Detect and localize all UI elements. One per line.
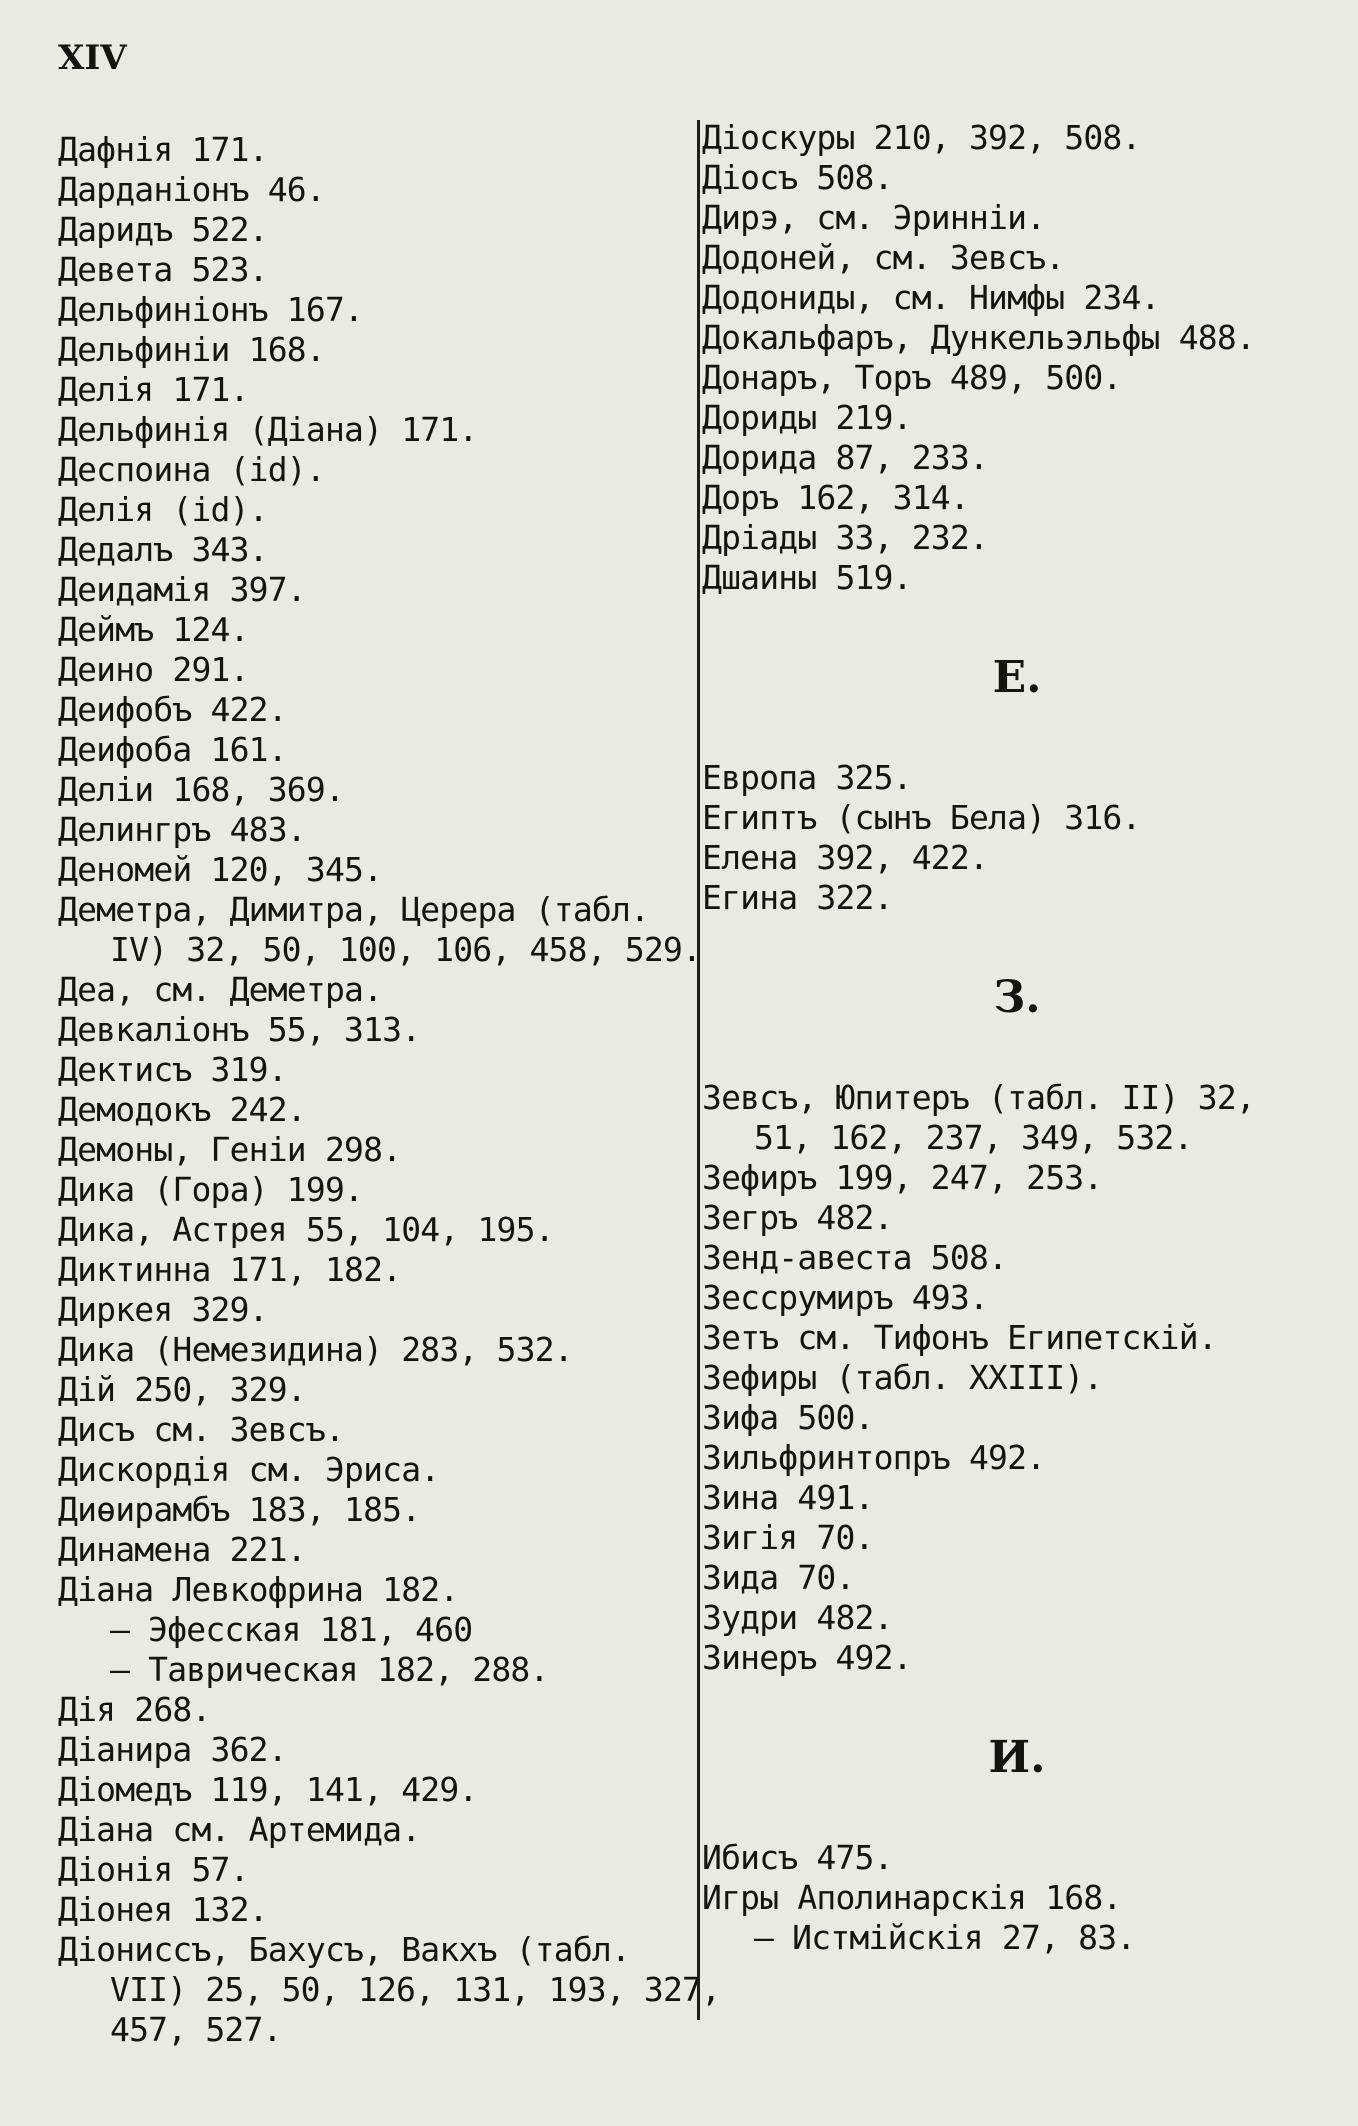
index-entry: Дектисъ 319. <box>58 1050 287 1089</box>
index-entry: Діанира 362. <box>58 1730 287 1769</box>
index-entry: Деномей 120, 345. <box>58 850 383 889</box>
index-entry: Зида 70. <box>702 1558 855 1597</box>
index-entry: Діосъ 508. <box>702 158 893 197</box>
index-entry: Деметра, Димитра, Церера (табл. <box>58 890 650 929</box>
section-spacer <box>702 1798 1332 1838</box>
index-entry: Зефиръ 199, 247, 253. <box>702 1158 1103 1197</box>
index-entry: Даридъ 522. <box>58 210 268 249</box>
section-spacer <box>702 1678 1332 1718</box>
index-column-right <box>702 118 1332 1958</box>
index-entry: Дика (Немезидина) 283, 532. <box>58 1330 573 1369</box>
index-entry: Деймъ 124. <box>58 610 249 649</box>
index-entry: Деифобъ 422. <box>58 690 287 729</box>
index-entry: Дедалъ 343. <box>58 530 268 569</box>
index-entry: Дорида 87, 233. <box>702 438 989 477</box>
index-entry: Игры Аполинарскія 168. <box>702 1878 1122 1917</box>
index-entry: Дій 250, 329. <box>58 1370 306 1409</box>
index-entry: Делингръ 483. <box>58 810 306 849</box>
index-entry: Египтъ (сынъ Бела) 316. <box>702 798 1141 837</box>
index-entry: Додониды, см. Нимфы 234. <box>702 278 1160 317</box>
index-entry: Діана см. Артемида. <box>58 1810 421 1849</box>
index-entry: Деино 291. <box>58 650 249 689</box>
index-entry-continuation: IV) 32, 50, 100, 106, 458, 529. <box>110 930 702 969</box>
index-entry: Деа, см. Деметра. <box>58 970 383 1009</box>
index-entry: Дискордія см. Эриса. <box>58 1450 440 1489</box>
index-entry: Дика, Астрея 55, 104, 195. <box>58 1210 554 1249</box>
index-entry: Дельфинія (Діана) 171. <box>58 410 478 449</box>
index-entry: Дориды 219. <box>702 398 912 437</box>
index-entry: Дріады 33, 232. <box>702 518 989 557</box>
index-entry: Дафнія 171. <box>58 130 268 169</box>
index-entry: Диѳирамбъ 183, 185. <box>58 1490 421 1529</box>
index-entry: Дика (Гора) 199. <box>58 1170 364 1209</box>
index-entry: Делія 171. <box>58 370 249 409</box>
index-entry: Дисъ см. Зевсъ. <box>58 1410 345 1449</box>
index-entry: Динамена 221. <box>58 1530 306 1569</box>
index-entry: Зинеръ 492. <box>702 1638 912 1677</box>
section-spacer <box>702 598 1332 638</box>
index-entry: Зигія 70. <box>702 1518 874 1557</box>
index-entry: Демодокъ 242. <box>58 1090 306 1129</box>
index-entry: Доръ 162, 314. <box>702 478 969 517</box>
index-subentry: — Истмійскія 27, 83. <box>754 1918 1136 1957</box>
index-entry: Деидамія 397. <box>58 570 306 609</box>
index-entry: Донаръ, Торъ 489, 500. <box>702 358 1122 397</box>
index-entry: Діонея 132. <box>58 1890 268 1929</box>
index-entry: Зина 491. <box>702 1478 874 1517</box>
index-entry: Діомедъ 119, 141, 429. <box>58 1770 478 1809</box>
index-subentry: — Эфесская 181, 460 <box>110 1610 473 1649</box>
index-entry: Европа 325. <box>702 758 912 797</box>
index-entry: Диркея 329. <box>58 1290 268 1329</box>
index-entry: Зевсъ, Юпитеръ (табл. II) 32, <box>702 1078 1255 1117</box>
index-entry-continuation: 51, 162, 237, 349, 532. <box>754 1118 1193 1157</box>
index-entry: Делія (id). <box>58 490 268 529</box>
index-column-left <box>58 130 721 2050</box>
index-entry: Дарданіонъ 46. <box>58 170 325 209</box>
index-entry: Зильфринтопръ 492. <box>702 1438 1046 1477</box>
index-entry: Демоны, Геніи 298. <box>58 1130 402 1169</box>
index-entry: Діоскуры 210, 392, 508. <box>702 118 1141 157</box>
index-entry: Зенд-авеста 508. <box>702 1238 1008 1277</box>
page-number: XIV <box>58 38 127 78</box>
index-entry: Зетъ см. Тифонъ Египетскій. <box>702 1318 1217 1357</box>
index-entry: Дирэ, см. Эринніи. <box>702 198 1046 237</box>
index-entry: Ибисъ 475. <box>702 1838 893 1877</box>
section-heading: З. <box>993 972 1041 1023</box>
index-subentry: — Таврическая 182, 288. <box>110 1650 549 1689</box>
section-spacer <box>702 918 1332 958</box>
index-entry: Докальфаръ, Дункельэльфы 488. <box>702 318 1255 357</box>
section-spacer <box>702 1038 1332 1078</box>
index-entry: Деифоба 161. <box>58 730 287 769</box>
index-entry: Діана Левкофрина 182. <box>58 1570 459 1609</box>
section-heading: Е. <box>992 652 1042 703</box>
index-entry: Зифа 500. <box>702 1398 874 1437</box>
index-entry: Діониссъ, Бахусъ, Вакхъ (табл. <box>58 1930 631 1969</box>
index-entry: Зессрумиръ 493. <box>702 1278 989 1317</box>
index-entry: Зефиры (табл. XXIII). <box>702 1358 1103 1397</box>
index-entry: Дія 268. <box>58 1690 211 1729</box>
index-entry: Елена 392, 422. <box>702 838 989 877</box>
index-entry: Деспоина (id). <box>58 450 325 489</box>
index-entry: Діонія 57. <box>58 1850 249 1889</box>
index-entry-continuation: VII) 25, 50, 126, 131, 193, 327, <box>110 1970 721 2009</box>
index-entry: Дельфиніонъ 167. <box>58 290 364 329</box>
index-entry-continuation: 457, 527. <box>110 2010 282 2049</box>
index-entry: Дельфиніи 168. <box>58 330 325 369</box>
index-entry: Делiи 168, 369. <box>58 770 345 809</box>
index-entry: Зудри 482. <box>702 1598 893 1637</box>
index-entry: Зегръ 482. <box>702 1198 893 1237</box>
index-entry: Додоней, см. Зевсъ. <box>702 238 1065 277</box>
index-entry: Девкаліонъ 55, 313. <box>58 1010 421 1049</box>
index-entry: Диктинна 171, 182. <box>58 1250 402 1289</box>
section-spacer <box>702 718 1332 758</box>
index-entry: Егина 322. <box>702 878 893 917</box>
section-heading: И. <box>988 1732 1046 1783</box>
index-entry: Девета 523. <box>58 250 268 289</box>
index-entry: Дшаины 519. <box>702 558 912 597</box>
